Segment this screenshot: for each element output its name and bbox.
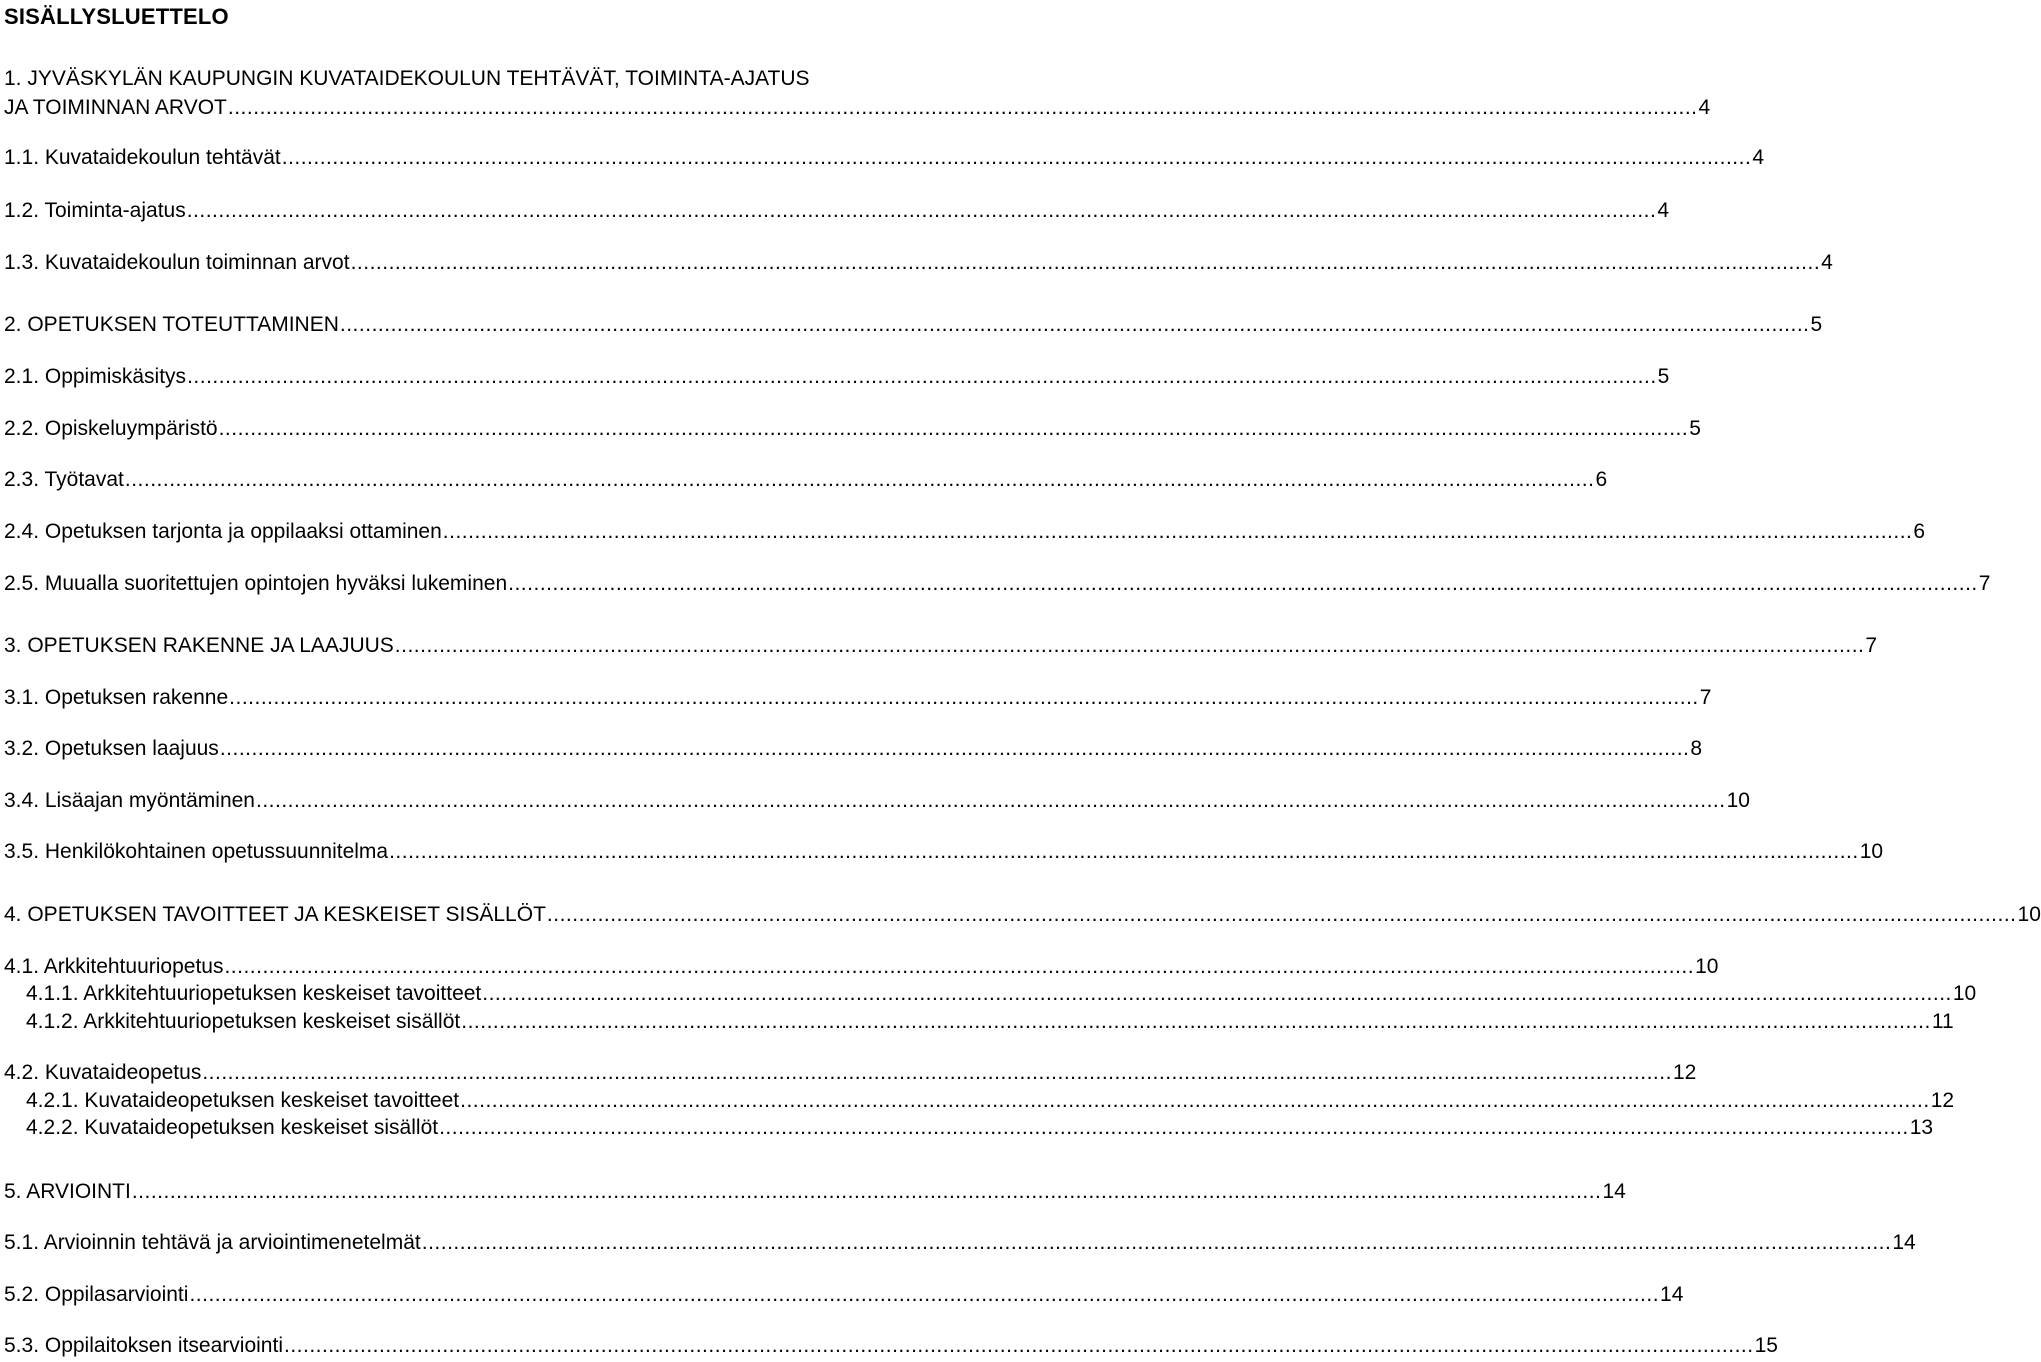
toc-leader — [422, 1230, 1892, 1256]
toc-entry-page: 7 — [1699, 686, 1712, 709]
toc-entry-page: 15 — [1754, 1334, 1778, 1357]
toc-entry[interactable] — [4, 467, 1608, 493]
toc-leader — [284, 1333, 1754, 1359]
toc-entry-page: 12 — [1930, 1089, 1955, 1112]
toc-leader — [189, 1282, 1659, 1308]
toc-entry[interactable] — [4, 1179, 1626, 1205]
toc-entry-text: 1. JYVÄSKYLÄN KAUPUNGIN KUVATAIDEKOULUN TEHTÄVÄT, TOIMINTA-AJATUS — [4, 67, 810, 90]
toc-entry[interactable] — [26, 1009, 1954, 1035]
toc-entry[interactable] — [4, 312, 1823, 338]
toc-entry-text: 2.1. Oppimiskäsitys — [4, 365, 187, 388]
toc-leader — [229, 685, 1699, 711]
toc-leader — [224, 954, 1694, 980]
toc-entry[interactable] — [4, 839, 1884, 865]
toc-entry-text: 4.1.1. Arkkitehtuuriopetuksen keskeiset tavoitteet — [26, 982, 482, 1005]
toc-leader — [443, 519, 1913, 545]
toc-leader — [228, 95, 1698, 121]
toc-entry-page: 10 — [1726, 789, 1750, 812]
toc-leader — [282, 145, 1752, 171]
toc-entry-text: 2.2. Opiskeluympäristö — [4, 417, 218, 440]
toc-entry[interactable] — [4, 736, 1703, 762]
toc-entry[interactable] — [4, 95, 1711, 121]
toc-entry-text: 1.2. Toiminta-ajatus — [4, 199, 186, 222]
toc-entry-text: 5.1. Arvioinnin tehtävä ja arviointimenetelmät — [4, 1231, 421, 1254]
toc-entry-page: 7 — [1978, 572, 1991, 595]
toc-leader — [547, 902, 2017, 928]
toc-entry-text: 2.3. Työtavat — [4, 468, 124, 491]
toc-entry-text: 2.4. Opetuksen tarjonta ja oppilaaksi ottaminen — [4, 520, 442, 543]
toc-entry-page: 5 — [1689, 417, 1701, 440]
toc-entry-page: 13 — [1909, 1116, 1934, 1139]
toc-entry-page: 10 — [1952, 982, 1977, 1005]
toc-entry-text: 4.2.2. Kuvataideopetuksen keskeiset sisällöt — [26, 1116, 439, 1139]
toc-entry-text: 5.2. Oppilasarviointi — [4, 1283, 189, 1306]
toc-leader — [220, 736, 1690, 762]
toc-entry-text: 3. OPETUKSEN RAKENNE JA LAAJUUS — [4, 634, 394, 657]
toc-leader — [219, 416, 1689, 442]
toc-entry[interactable] — [4, 250, 1833, 276]
toc-leader — [482, 981, 1952, 1007]
toc-leader — [125, 467, 1595, 493]
toc-entry-page: 6 — [1595, 468, 1608, 491]
toc-entry-page: 10 — [1859, 840, 1884, 863]
toc-entry-text: 4.1.2. Arkkitehtuuriopetuksen keskeiset sisällöt — [26, 1010, 461, 1033]
toc-entry-text: 3.4. Lisäajan myöntäminen — [4, 789, 255, 812]
toc-entry-page: 10 — [1695, 955, 1719, 978]
toc-entry[interactable] — [4, 364, 1670, 390]
toc-entry[interactable] — [4, 198, 1670, 224]
toc-leader — [351, 250, 1821, 276]
toc-leader — [187, 364, 1657, 390]
toc-entry[interactable] — [4, 788, 1750, 814]
toc-entry-page: 11 — [1931, 1010, 1954, 1033]
toc-entry-text: 3.1. Opetuksen rakenne — [4, 686, 229, 709]
toc-entry[interactable] — [4, 902, 2041, 928]
toc-entry-page: 5 — [1657, 365, 1670, 388]
toc-entry-page: 10 — [2017, 903, 2041, 926]
toc-entry-page: 4 — [1821, 251, 1833, 274]
toc-entry[interactable] — [26, 981, 1977, 1007]
toc-entry-text: 4. OPETUKSEN TAVOITTEET JA KESKEISET SISÄLLÖT — [4, 903, 546, 926]
toc-leader — [439, 1115, 1909, 1141]
toc-entry[interactable] — [4, 66, 962, 92]
toc-leader — [132, 1179, 1602, 1205]
toc-entry-page: 6 — [1913, 520, 1926, 543]
toc-entry-text: 3.2. Opetuksen laajuus — [4, 737, 219, 760]
toc-leader — [202, 1060, 1672, 1086]
toc-entry[interactable] — [4, 1060, 1697, 1086]
toc-entry[interactable] — [4, 145, 1764, 171]
toc-leader — [340, 312, 1810, 338]
toc-entry-page: 5 — [1810, 313, 1823, 336]
toc-entry-page: 4 — [1752, 146, 1764, 169]
toc-entry[interactable] — [4, 954, 1719, 980]
toc-entry-page: 12 — [1672, 1061, 1697, 1084]
toc-leader — [460, 1088, 1930, 1114]
toc-entry-text: 4.1. Arkkitehtuuriopetus — [4, 955, 224, 978]
toc-entry[interactable] — [4, 1333, 1778, 1359]
toc-entry-text: 4.2.1. Kuvataideopetuksen keskeiset tavoitteet — [26, 1089, 460, 1112]
toc-entry-page: 14 — [1892, 1231, 1916, 1254]
toc-entry-page: 14 — [1602, 1180, 1626, 1203]
toc-leader — [187, 198, 1657, 224]
toc-entry[interactable] — [4, 685, 1712, 711]
toc-entry-text: 5.3. Oppilaitoksen itsearviointi — [4, 1334, 283, 1357]
toc-entry-text: 3.5. Henkilökohtainen opetussuunnitelma — [4, 840, 389, 863]
toc-entry-text: JA TOIMINNAN ARVOT — [4, 96, 227, 119]
toc-leader — [256, 788, 1726, 814]
toc-entry[interactable] — [4, 1230, 1916, 1256]
toc-entry-text: 1.1. Kuvataidekoulun tehtävät — [4, 146, 281, 169]
toc-entry-page: 14 — [1660, 1283, 1684, 1306]
toc-leader — [461, 1009, 1931, 1035]
toc-entry-page: 4 — [1657, 199, 1670, 222]
toc-entry[interactable] — [4, 633, 1878, 659]
toc-entry[interactable] — [4, 519, 1926, 545]
toc-leader — [389, 839, 1859, 865]
toc-entry-page: 7 — [1865, 634, 1878, 657]
toc-leader — [395, 633, 1865, 659]
toc-entry[interactable] — [26, 1115, 1934, 1141]
toc-entry-text: 2. OPETUKSEN TOTEUTTAMINEN — [4, 313, 339, 336]
toc-entry-page: 4 — [1698, 96, 1711, 119]
toc-entry[interactable] — [4, 571, 1991, 597]
toc-entry-text: 2.5. Muualla suoritettujen opintojen hyväksi lukeminen — [4, 572, 508, 595]
toc-entry-page: 8 — [1690, 737, 1703, 760]
toc-entry-text: 1.3. Kuvataidekoulun toiminnan arvot — [4, 251, 350, 274]
toc-entry[interactable] — [4, 1282, 1684, 1308]
toc-entry[interactable] — [4, 416, 1701, 442]
toc-entry[interactable] — [26, 1088, 1955, 1114]
page-title: SISÄLLYSLUETTELO — [4, 4, 229, 29]
toc-entry-text: 5. ARVIOINTI — [4, 1180, 131, 1203]
toc-leader — [508, 571, 1978, 597]
toc-entry-text: 4.2. Kuvataideopetus — [4, 1061, 202, 1084]
